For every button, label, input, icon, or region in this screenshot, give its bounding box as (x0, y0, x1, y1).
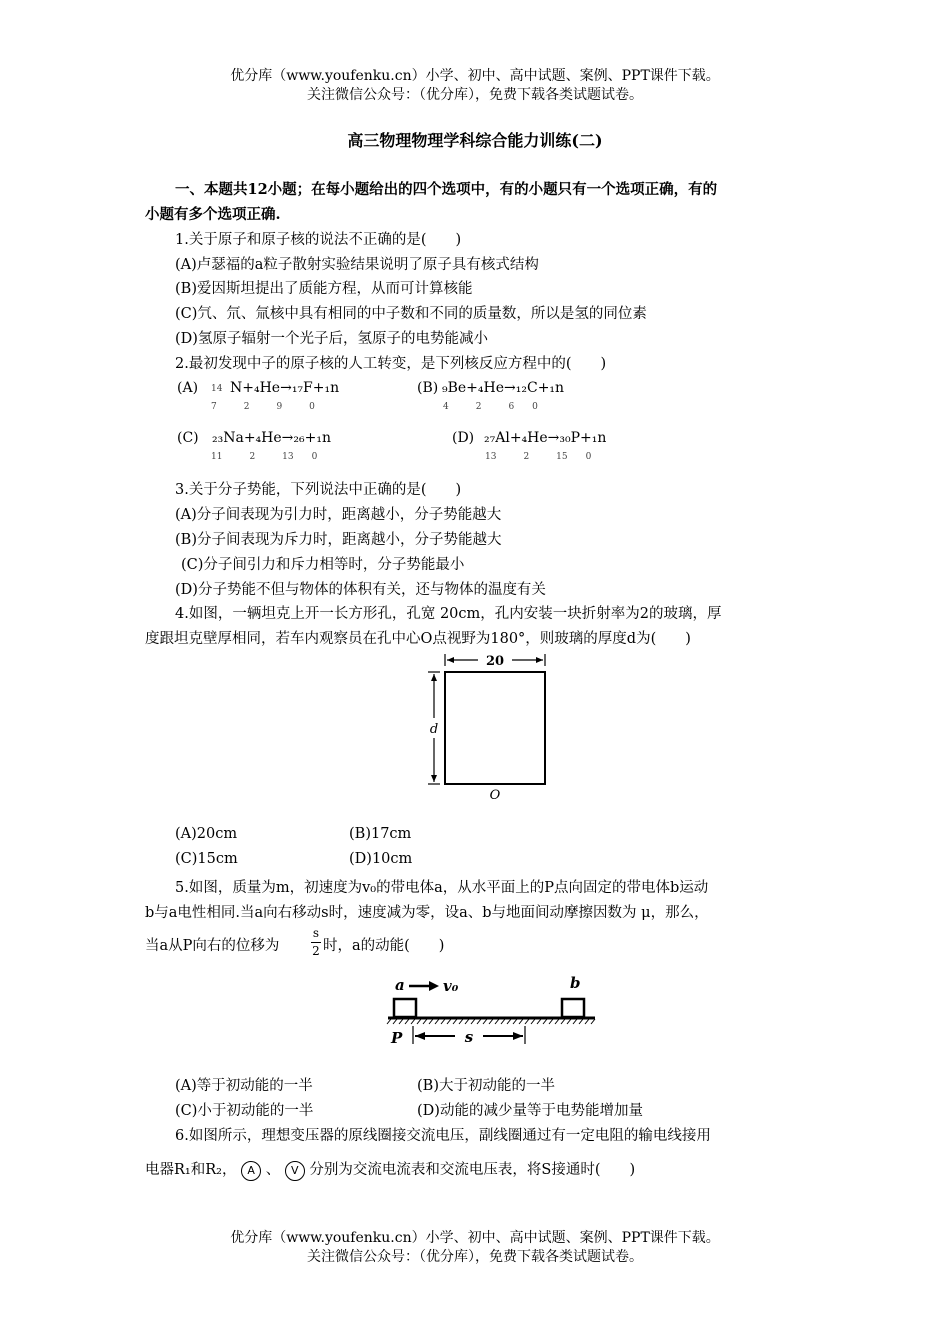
distance-s-label: s (464, 1028, 474, 1046)
q3-option-b: (B)分子间表现为斥力时，距离越小，分子势能越大 (175, 532, 502, 548)
voltmeter-icon: V (285, 1161, 305, 1181)
q3-stem: 3.关于分子势能，下列说法中正确的是( ) (175, 482, 462, 498)
body-b-label: b (570, 974, 581, 992)
width-label: 20 (485, 654, 505, 669)
q1-stem: 1.关于原子和原子核的说法不正确的是( ) (175, 232, 462, 248)
ground-hatching (387, 1019, 595, 1024)
q1-option-a: (A)卢瑟福的a粒子散射实验结果说明了原子具有核式结构 (175, 257, 539, 273)
q1-option-d: (D)氢原子辐射一个光子后，氢原子的电势能减小 (175, 331, 488, 347)
q5-stem-3-end: 时，a的动能( ) (323, 938, 445, 954)
q4-stem-2: 度跟坦克壁厚相同，若车内观察员在孔中心O点视野为180°，则玻璃的厚度d为( ) (145, 631, 691, 647)
page-title: 高三物理物理学科综合能力训练(二) (347, 131, 603, 150)
velocity-label: v₀ (443, 977, 459, 995)
q5-stem-2: b与a电性相同.当a向右移动s时，速度减为零，设a、b与地面间动摩擦因数为 μ，那么， (145, 905, 709, 921)
point-o-label: O (489, 788, 501, 800)
q5-option-a: (A)等于初动能的一半 (175, 1078, 313, 1094)
glass-rectangle (445, 672, 545, 784)
fraction-denominator: 2 (312, 944, 320, 958)
q4-option-d: (D)10cm (349, 851, 413, 867)
body-a (394, 999, 416, 1017)
ammeter-icon: A (241, 1161, 261, 1181)
q4-stem-1: 4.如图，一辆坦克上开一长方形孔，孔宽 20cm，孔内安装一块折射率为2的玻璃，厚 (175, 606, 722, 622)
q3-option-c: (C)分子间引力和斥力相等时，分子势能最小 (181, 557, 465, 573)
q1-option-c: (C)氕、氘、氚核中具有相同的中子数和不同的质量数，所以是氢的同位素 (175, 306, 647, 322)
q2-option-d-equation: ₂₇Al+₄He→₃₀P+₁n (484, 430, 607, 446)
fraction-bar (311, 942, 321, 943)
q6-stem-2 (145, 1158, 635, 1181)
q2-option-c-label: (C) (177, 430, 199, 446)
q2-option-d-label: (D) (452, 430, 475, 446)
header-line-1: 优分库（www.youfenku.cn）小学、初中、高中试题、案例、PPT课件下载。 (230, 68, 720, 84)
q6-stem-1: 6.如图所示，理想变压器的原线圈接交流电压，副线圈通过有一定电阻的输电线接用 (175, 1128, 711, 1144)
charged-bodies-figure (385, 970, 600, 1050)
header-line-2: 关注微信公众号：（优分库），免费下载各类试题试卷。 (307, 87, 643, 103)
q6-separator: 、 (265, 1162, 281, 1178)
q2-option-b-label: (B) (417, 380, 439, 396)
q4-option-c: (C)15cm (175, 851, 238, 867)
point-p-label: P (391, 1029, 403, 1047)
q2-option-a-subscripts: 7 2 9 0 (211, 402, 315, 412)
q4-option-a: (A)20cm (175, 826, 238, 842)
q5-option-d: (D)动能的减少量等于电势能增加量 (417, 1103, 643, 1119)
q6-stem-2-start: 电器R₁和R₂， (145, 1162, 237, 1178)
q6-stem-2-end: 分别为交流电流表和交流电压表，将S接通时( ) (309, 1162, 636, 1178)
q2-option-d-subscripts: 13 2 15 0 (485, 452, 592, 462)
q3-option-a: (A)分子间表现为引力时，距离越小，分子势能越大 (175, 507, 502, 523)
q5-option-b: (B)大于初动能的一半 (417, 1078, 555, 1094)
q2-option-c-equation: ₂₃Na+₄He→₂₆+₁n (212, 430, 331, 446)
body-b (562, 999, 584, 1017)
q2-stem: 2.最初发现中子的原子核的人工转变，是下列核反应方程中的( ) (175, 356, 607, 372)
q2-option-b-subscripts: 4 2 6 0 (443, 402, 538, 412)
q2-option-b-equation: ₉Be+₄He→₁₂C+₁n (442, 380, 565, 396)
q5-stem-3-start: 当a从P向右的位移为 (145, 938, 280, 954)
q4-option-b: (B)17cm (349, 826, 412, 842)
q5-option-c: (C)小于初动能的一半 (175, 1103, 314, 1119)
fraction-numerator: s (312, 926, 320, 940)
q2-option-a-equation: N+₄He→₁₇F+₁n (230, 380, 340, 396)
q5-stem-1: 5.如图，质量为m，初速度为v₀的带电体a，从水平面上的P点向固定的带电体b运动 (175, 880, 709, 896)
thickness-label: d (429, 722, 439, 737)
q2-option-c-subscripts: 11 2 13 0 (211, 452, 318, 462)
section-heading-2: 小题有多个选项正确. (145, 206, 281, 223)
section-heading-1: 一、本题共12小题；在每小题给出的四个选项中，有的小题只有一个选项正确，有的 (175, 181, 718, 198)
q3-option-d: (D)分子势能不但与物体的体积有关，还与物体的温度有关 (175, 582, 546, 598)
q2-option-a-label: (A) (177, 380, 199, 396)
body-a-label: a (395, 976, 405, 994)
footer-line-1: 优分库（www.youfenku.cn）小学、初中、高中试题、案例、PPT课件下载。 (230, 1230, 720, 1246)
q1-option-b: (B)爱因斯坦提出了质能方程，从而可计算核能 (175, 281, 473, 297)
footer-line-2: 关注微信公众号：（优分库），免费下载各类试题试卷。 (307, 1249, 643, 1265)
q2-option-a-top: 14 (211, 384, 223, 394)
tank-window-figure (420, 650, 560, 800)
